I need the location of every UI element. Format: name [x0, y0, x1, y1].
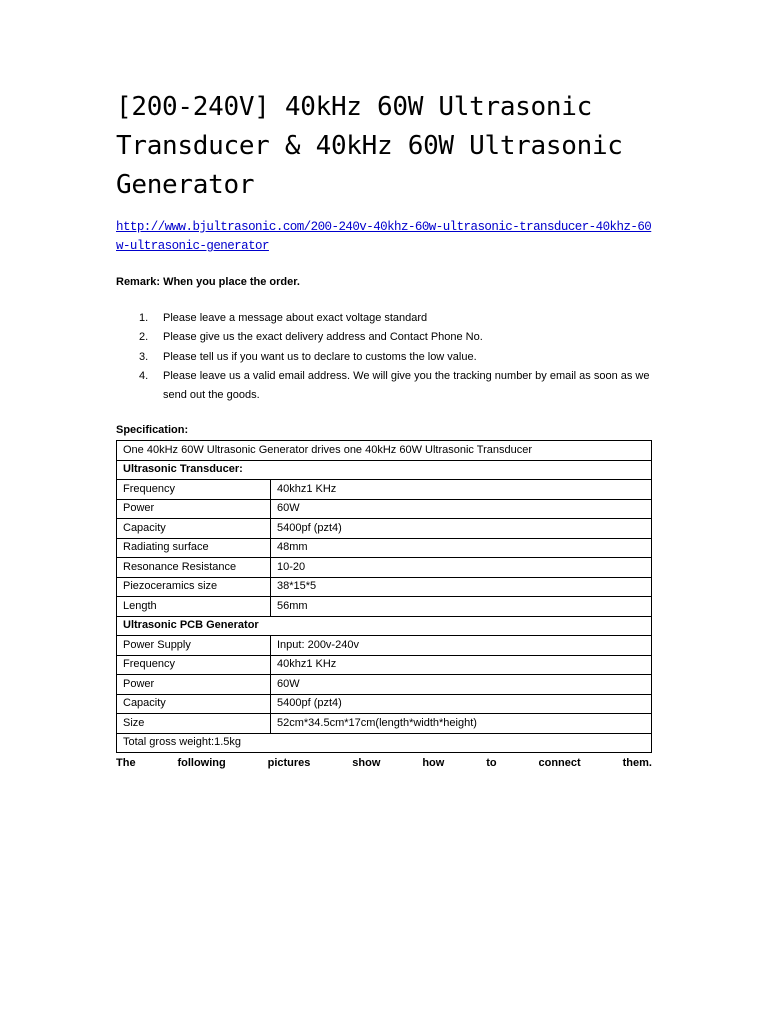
remark-heading: Remark: When you place the order.: [116, 276, 300, 288]
table-row: Power 60W: [117, 499, 652, 519]
following-word: show: [352, 757, 381, 769]
list-item: 1. Please leave a message about exact voltage standard: [139, 312, 428, 324]
table-row: Frequency 40khz1 KHz: [117, 480, 652, 500]
following-pictures-line: [116, 755, 652, 771]
following-word: connect: [538, 757, 581, 769]
list-item: 3. Please tell us if you want us to declare to customs the low value.: [139, 350, 477, 363]
following-word: them.: [622, 757, 652, 769]
list-item: 4. Please leave us a valid email address. We will give you the tracking number by email as soon as we send out the goods.: [139, 369, 650, 402]
table-row: Capacity 5400pf (pzt4): [117, 694, 652, 714]
table-row: Total gross weight:1.5kg: [117, 733, 652, 753]
specification-table: [116, 440, 652, 753]
table-row: One 40kHz 60W Ultrasonic Generator drives one 40kHz 60W Ultrasonic Transducer: [117, 441, 652, 461]
page-title: [200-240V] 40kHz 60W Ultrasonic Transducer & 40kHz 60W Ultrasonic Generator: [116, 92, 623, 200]
product-link[interactable]: http://www.bjultrasonic.com/200-240v-40khz-60w-ultrasonic-transducer-40khz-60w-ultrasonic-generator: [116, 220, 652, 253]
table-row: Radiating surface 48mm: [117, 538, 652, 558]
table-row: Capacity 5400pf (pzt4): [117, 519, 652, 539]
following-word: pictures: [267, 757, 311, 769]
following-word: to: [486, 757, 497, 769]
table-row: Size 52cm*34.5cm*17cm(length*width*height): [117, 714, 652, 734]
following-word: The: [116, 757, 136, 769]
table-row: Ultrasonic PCB Generator: [117, 616, 652, 636]
table-row: Frequency 40khz1 KHz: [117, 655, 652, 675]
following-word: how: [422, 757, 445, 769]
specification-heading: Specification:: [116, 424, 189, 436]
list-item: 2. Please give us the exact delivery address and Contact Phone No.: [139, 331, 483, 344]
table-row: Piezoceramics size 38*15*5: [117, 577, 652, 597]
following-word: following: [177, 757, 226, 769]
table-row: Power 60W: [117, 675, 652, 695]
table-row: Power Supply Input: 200v-240v: [117, 636, 652, 656]
table-row: Resonance Resistance 10-20: [117, 558, 652, 578]
table-row: Ultrasonic Transducer:: [117, 460, 652, 480]
table-row: Length 56mm: [117, 597, 652, 617]
order-notes-list: [116, 309, 652, 405]
